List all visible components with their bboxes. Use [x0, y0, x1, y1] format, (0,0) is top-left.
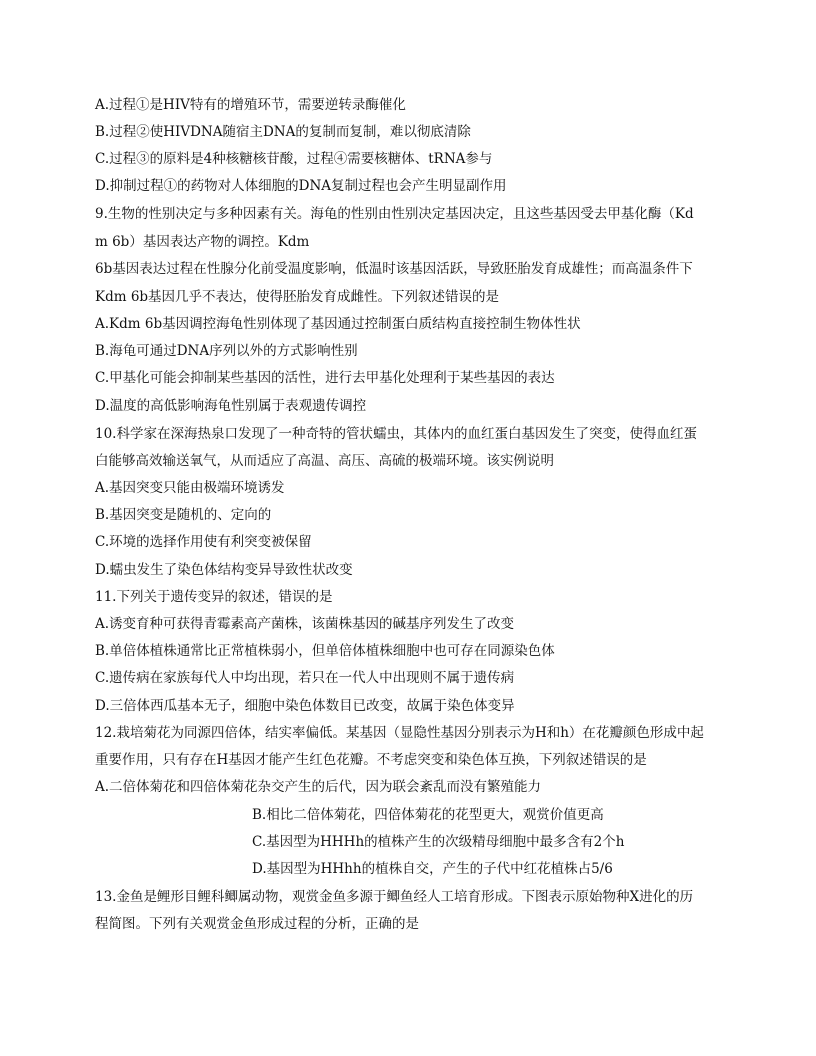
text-line: 6b基因表达过程在性腺分化前受温度影响，低温时该基因活跃，导致胚胎发育成雄性；而高温条件下 — [95, 261, 693, 277]
text-line: C.过程③的原料是4种核糖核苷酸，过程④需要核糖体、tRNA参与 — [95, 151, 493, 167]
text-line: C.甲基化可能会抑制某些基因的活性，进行去甲基化处理利于某些基因的表达 — [95, 370, 555, 386]
text-line: D.蠕虫发生了染色体结构变异导致性状改变 — [95, 562, 353, 578]
text-line: A.基因突变只能由极端环境诱发 — [95, 480, 285, 496]
text-line: D.三倍体西瓜基本无子，细胞中染色体数目已改变，故属于染色体变异 — [95, 698, 515, 714]
text-line: A.过程①是HIV特有的增殖环节，需要逆转录酶催化 — [95, 97, 406, 113]
text-line: C.遗传病在家族每代人中均出现，若只在一代人中出现则不属于遗传病 — [95, 670, 515, 686]
text-line: 白能够高效输送氧气，从而适应了高温、高压、高硫的极端环境。该实例说明 — [95, 453, 554, 469]
text-line: C.环境的选择作用使有利突变被保留 — [95, 534, 312, 550]
question-12-stem: 12.栽培菊花为同源四倍体，结实率偏低。某基因（显隐性基因分别表示为H和h）在花瓣颜色形成中起 — [95, 725, 704, 741]
question-10-stem: 10.科学家在深海热泉口发现了一种奇特的管状蠕虫，其体内的血红蛋白基因发生了突变，使得血红蛋 — [95, 426, 697, 442]
text-line: C.基因型为HHHh的植株产生的次级精母细胞中最多含有2个h — [252, 834, 625, 850]
text-line: 程简图。下列有关观赏金鱼形成过程的分析，正确的是 — [95, 916, 419, 932]
text-line: A.二倍体菊花和四倍体菊花杂交产生的后代，因为联会紊乱而没有繁殖能力 — [95, 779, 542, 795]
text-line: Kdm 6b基因几乎不表达，使得胚胎发育成雌性。下列叙述错误的是 — [95, 289, 500, 305]
text-line: D.温度的高低影响海龟性别属于表观遗传调控 — [95, 398, 367, 414]
text-line: B.海龟可通过DNA序列以外的方式影响性别 — [95, 343, 358, 359]
text-line: 重要作用，只有存在H基因才能产生红色花瓣。不考虑突变和染色体互换，下列叙述错误的是 — [95, 752, 647, 768]
text-line: D.抑制过程①的药物对人体细胞的DNA复制过程也会产生明显副作用 — [95, 178, 507, 194]
text-line: A.诱变育种可获得青霉素高产菌株，该菌株基因的碱基序列发生了改变 — [95, 616, 515, 632]
text-line: A.Kdm 6b基因调控海龟性别体现了基因通过控制蛋白质结构直接控制生物体性状 — [95, 316, 581, 332]
text-line: B.过程②使HIVDNA随宿主DNA的复制而复制，难以彻底清除 — [95, 124, 471, 140]
text-line: m 6b）基因表达产物的调控。Kdm — [95, 234, 310, 250]
text-line: B.单倍体植株通常比正常植株弱小，但单倍体植株细胞中也可存在同源染色体 — [95, 643, 555, 659]
question-9-stem: 9.生物的性别决定与多种因素有关。海龟的性别由性别决定基因决定，且这些基因受去甲基化酶（Kd — [95, 206, 694, 222]
text-line: B.相比二倍体菊花，四倍体菊花的花型更大，观赏价值更高 — [252, 807, 604, 823]
text-line: D.基因型为HHhh的植株自交，产生的子代中红花植株占5/6 — [252, 861, 613, 877]
question-11-stem: 11.下列关于遗传变异的叙述，错误的是 — [95, 589, 333, 605]
text-line: B.基因突变是随机的、定向的 — [95, 507, 272, 523]
question-13-stem: 13.金鱼是鲤形目鲤科鲫属动物，观赏金鱼多源于鲫鱼经人工培育形成。下图表示原始物种X进化的历 — [95, 889, 694, 905]
